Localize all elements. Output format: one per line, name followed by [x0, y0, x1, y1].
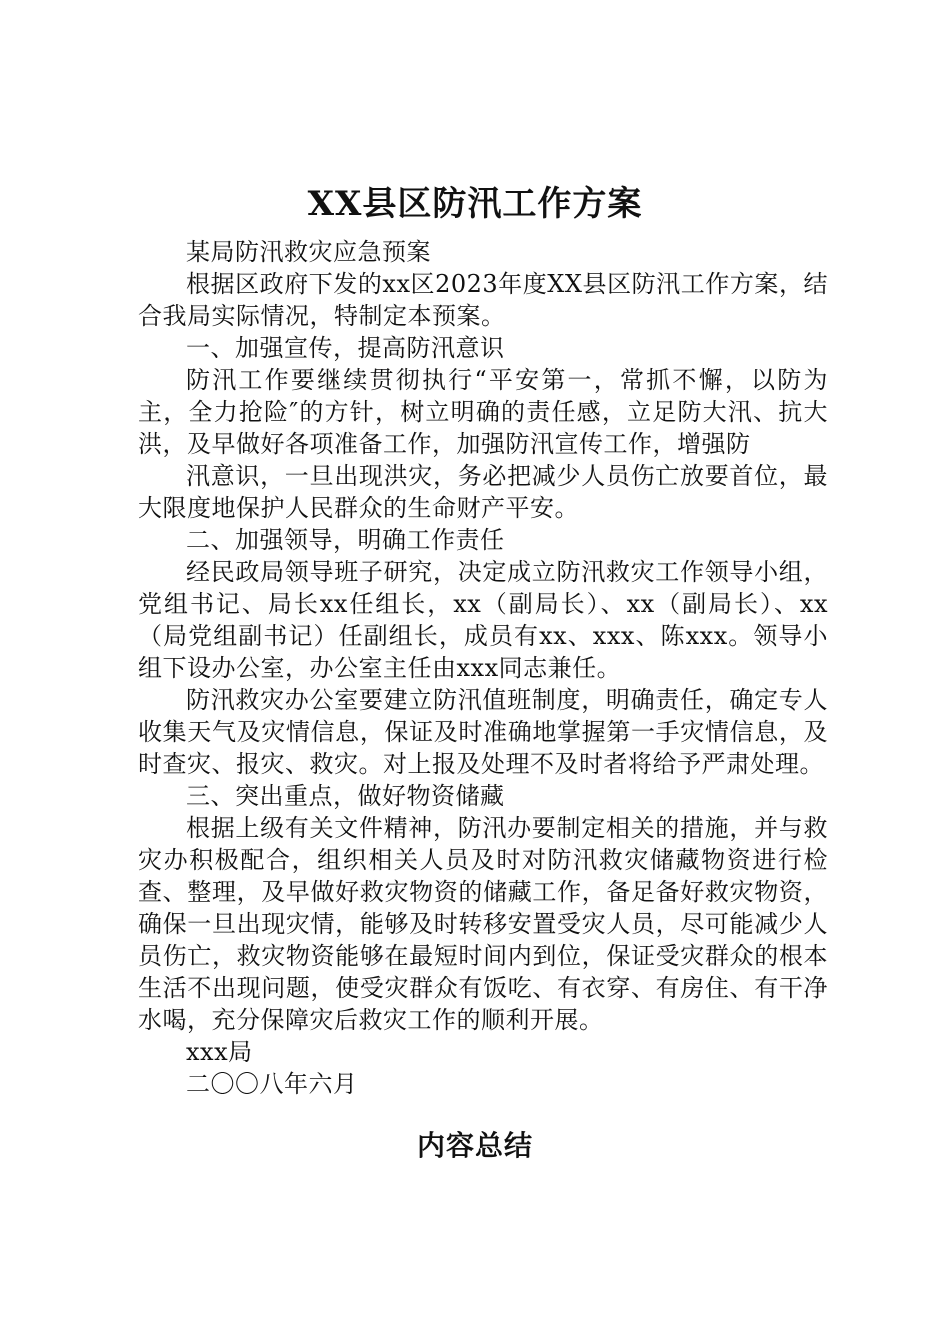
intro-paragraph: 根据区政府下发的xx区2023年度XX县区防汛工作方案，结合我局实际情况，特制定本预案。	[138, 270, 828, 330]
document-title: XX县区防汛工作方案	[307, 184, 643, 224]
document-body	[138, 236, 828, 1100]
section-3-paragraph-1: 根据上级有关文件精神，防汛办要制定相关的措施，并与救灾办积极配合，组织相关人员及时对防汛救灾储藏物资进行检查、整理，及早做好救灾物资的储藏工作，备足备好救灾物资，确保一旦出现灾情，能够及时转移安置受灾人员，尽可能减少人员伤亡，救灾物资能够在最短时间内到位，保证受灾群众的根本生活不出现问题，使受灾群众有饭吃、有衣穿、有房住、有干净水喝，充分保障灾后救灾工作的顺利开展。	[138, 814, 828, 1034]
plan-name: 某局防汛救灾应急预案	[186, 238, 431, 266]
section-1-paragraph-1: 防汛工作要继续贯彻执行“平安第一，常抓不懈，以防为主，全力抢险″的方针，树立明确的责任感，立足防大汛、抗大洪，及早做好各项准备工作，加强防汛宣传工作，增强防	[138, 366, 828, 458]
signature-org: xxx局	[186, 1038, 253, 1066]
section-heading-2: 二、加强领导，明确工作责任	[186, 526, 505, 554]
section-2-paragraph-1: 经民政局领导班子研究，决定成立防汛救灾工作领导小组，党组书记、局长xx任组长，xx（副局长）、xx（副局长）、xx（局党组副书记）任副组长，成员有xx、xxx、陈xxx。领导小组下设办公室，办公室主任由xxx同志兼任。	[138, 558, 828, 682]
section-heading-3: 三、突出重点，做好物资储藏	[186, 782, 505, 810]
section-2-paragraph-2: 防汛救灾办公室要建立防汛值班制度，明确责任，确定专人收集天气及灾情信息，保证及时准确地掌握第一手灾情信息，及时查灾、报灾、救灾。对上报及处理不及时者将给予严肃处理。	[138, 686, 828, 778]
section-heading-1: 一、加强宣传，提高防汛意识	[186, 334, 505, 362]
section-1-paragraph-2: 汛意识，一旦出现洪灾，务必把减少人员伤亡放要首位，最大限度地保护人民群众的生命财产平安。	[138, 462, 828, 522]
signature-date: 二〇〇八年六月	[186, 1070, 358, 1098]
summary-heading: 内容总结	[416, 1129, 533, 1162]
